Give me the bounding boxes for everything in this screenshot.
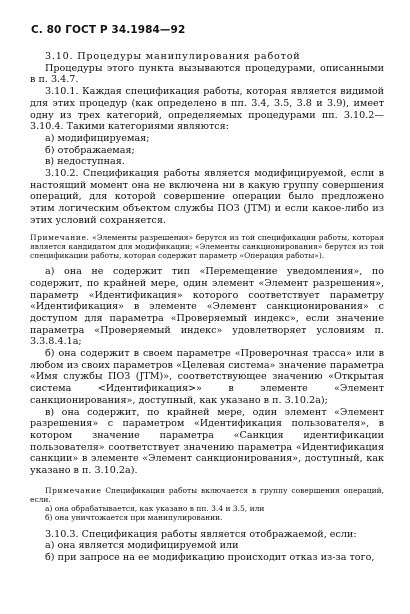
note-2-item-b: б) она уничтожается при манипулировании. [45,513,223,523]
paragraph: а) модифицируемая; [45,132,150,144]
paragraph: а) она не содержит тип «Перемещение уведомления», по содержит, по крайней мере, один элемент «Элемент разрешения», параметр «Идентификация» которого соответствует параметру «Идентификация» в элементе «Элемент санкционирования» с доступом для параметра «Проверяемый индекс», если значение параметра «Проверяемый индекс» удовлетворяет условиям п. 3.3.8.4.1а; [30,266,384,348]
note-2 [30,486,384,523]
section-body-3 [30,529,384,564]
note-1-label: Примечание. [30,232,90,242]
note-2-text: Спецификация работы включается в группу совершения операций, если. [30,485,384,505]
paragraph: Процедуры этого пункта вызываются процедурами, описанными в п. 3.4.7. [30,62,384,86]
paragraph: б) при запросе на ее модификацию происходит отказ из-за того, [45,552,375,564]
paragraph: 3.10.1. Каждая спецификация работы, которая является видимой для этих процедур (как определено в пп. 3.4, 3.5, 3.8 и 3.9), имеет одну из трех категорий, определяемых процедурами пп. 3.10.2—3.10.4. Такими категориями являются: [30,86,384,133]
section-body-1 [30,51,384,227]
paragraph: в) она содержит, по крайней мере, один элемент «Элемент разрешения» с параметром «Идентификация пользователя», в котором значение параметра «Санкция идентификации пользователя» соответствует значению параметра «Идентификация санкции» в элементе «Элемент санкционирования», доступный, как указано в п. 3.10.2а). [30,406,384,477]
page-header: С. 80 ГОСТ Р 34.1984—92 [31,24,186,36]
note-1 [30,233,384,261]
section-body-2 [30,266,384,477]
paragraph: а) она является модифицируемой или [45,540,239,552]
paragraph: 3.10.3. Спецификация работы является отображаемой, если: [45,528,357,540]
note-1-text: «Элементы разрешения» берутся из той спецификации работы, которая является кандидатом для модификации; «Элементы санкционирования» берутся из той спецификации работы, которая содержит параметр «Операция работы»). [30,232,384,260]
note-2-label: Примечание [45,485,102,495]
note-2-item-a: а) она обрабатывается, как указано в пп. 3.4 и 3.5, или [45,504,265,514]
paragraph: 3.10. Процедуры манипулирования работой [45,51,301,62]
paragraph: б) отображаемая; [45,144,135,156]
paragraph: б) она содержит в своем параметре «Проверочная трасса» или в любом из своих параметров «Целевая система» значение параметра «Имя службы ПОЗ (JTM)», соответствующее значению «Открытая система <Идентификация>» в элементе «Элемент санкционирования», доступный, как указано в п. 3.10.2а); [30,348,384,406]
paragraph: 3.10.2. Спецификация работы является модифицируемой, если в настоящий момент она не включена ни в какую группу совершения операций, для которой совершение операции было предложено этим логическим объектом службы ПОЗ (JTM) и если какое-либо из этих условий сохраняется. [30,168,384,226]
paragraph: в) недоступная. [45,156,125,168]
